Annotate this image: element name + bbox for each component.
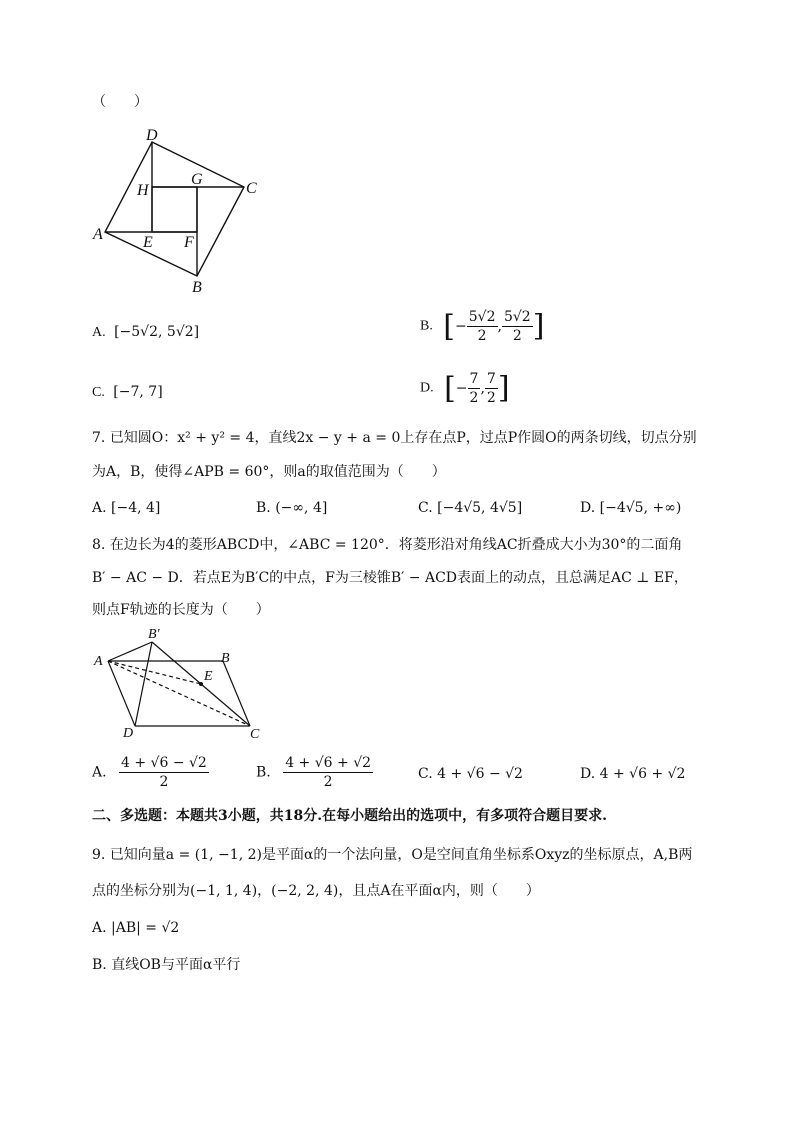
label-h: H — [137, 182, 149, 199]
q7-option-d[interactable]: D. [−4√5, +∞) — [580, 500, 682, 516]
q7-line-1: 7. 已知圆O：x² + y² = 4，直线2x − y + a = 0上存在点P，过点P作圆O的两条切线，切点分别 — [92, 430, 697, 446]
label-b: B — [221, 651, 230, 666]
label-e: E — [204, 669, 213, 684]
outer-square — [105, 142, 244, 276]
q8-line-1: 8. 在边长为4的菱形ABCD中，∠ABC = 120°．将菱形沿对角线AC折叠成大小为30°的二面角 — [92, 537, 683, 553]
point-e — [199, 682, 203, 686]
q7-option-b[interactable]: B. (−∞, 4] — [256, 500, 328, 516]
label-e: E — [143, 234, 153, 251]
q8-option-b[interactable]: B. $\frac{4 + √6 + √2}{2}$ — [256, 755, 372, 790]
q8-line-2: B′ − AC − D．若点E为B′C的中点，F为三棱锥B′ − ACD表面上的动点，且总满足AC ⊥ EF， — [92, 570, 688, 586]
q7-option-a[interactable]: A. [−4, 4] — [92, 500, 161, 516]
label-d: D — [123, 726, 134, 741]
q6-option-a[interactable]: A. [−5√2, 5√2] — [92, 324, 200, 340]
q7-line-2: 为A，B，使得∠APB = 60°，则a的取值范围为（ ） — [92, 464, 446, 480]
label-b-prime: B′ — [148, 627, 160, 642]
label-f: F — [184, 234, 194, 251]
section-heading-multi-choice: 二、多选题：本题共3小题，共18分.在每小题给出的选项中，有多项符合题目要求. — [92, 808, 607, 824]
q6-option-a-content: [−5√2, 5√2] — [114, 324, 200, 340]
label-d: D — [146, 127, 158, 144]
label-a: A — [94, 654, 103, 669]
q8-line-3: 则点F轨迹的长度为（ ） — [92, 602, 270, 618]
label-c: C — [250, 727, 260, 742]
q9-option-a[interactable]: A. |AB| = √2 — [92, 920, 180, 936]
answer-paren: （ ） — [92, 94, 148, 110]
q6-option-b[interactable]: B. [− $\frac{5√2}{2}$ , $\frac{5√2}{2}$ ] — [420, 308, 545, 344]
label-c: C — [246, 180, 257, 197]
label-b: B — [192, 279, 202, 296]
q9-option-b[interactable]: B. 直线OB与平面α平行 — [92, 957, 241, 973]
q8-option-c[interactable]: C. 4 + √6 − √2 — [418, 766, 523, 782]
q6-option-d[interactable]: D. [− $\frac{7}{2}$ , $\frac{7}{2}$ ] — [420, 370, 510, 406]
q6-option-c-content: [−7, 7] — [113, 384, 163, 400]
label-a: A — [93, 226, 103, 243]
q7-option-c[interactable]: C. [−4√5, 4√5] — [418, 500, 523, 516]
square-figure — [88, 120, 268, 300]
inner-square — [152, 187, 197, 232]
q6-option-c[interactable]: C. [−7, 7] — [92, 384, 163, 400]
rhombus-fold-figure — [88, 622, 278, 746]
q9-line-2: 点的坐标分别为(−1, 1, 4)，(−2, 2, 4)，且点A在平面α内，则（ ） — [92, 883, 540, 899]
q9-line-1: 9. 已知向量a = (1, −1, 2)是平面α的一个法向量，O是空间直角坐标系Oxyz的坐标原点，A,B两 — [92, 847, 693, 863]
q8-option-a[interactable]: A. $\frac{4 + √6 - √2}{2}$ — [92, 755, 207, 790]
label-g: G — [191, 171, 203, 188]
q8-option-d[interactable]: D. 4 + √6 + √2 — [580, 766, 686, 782]
